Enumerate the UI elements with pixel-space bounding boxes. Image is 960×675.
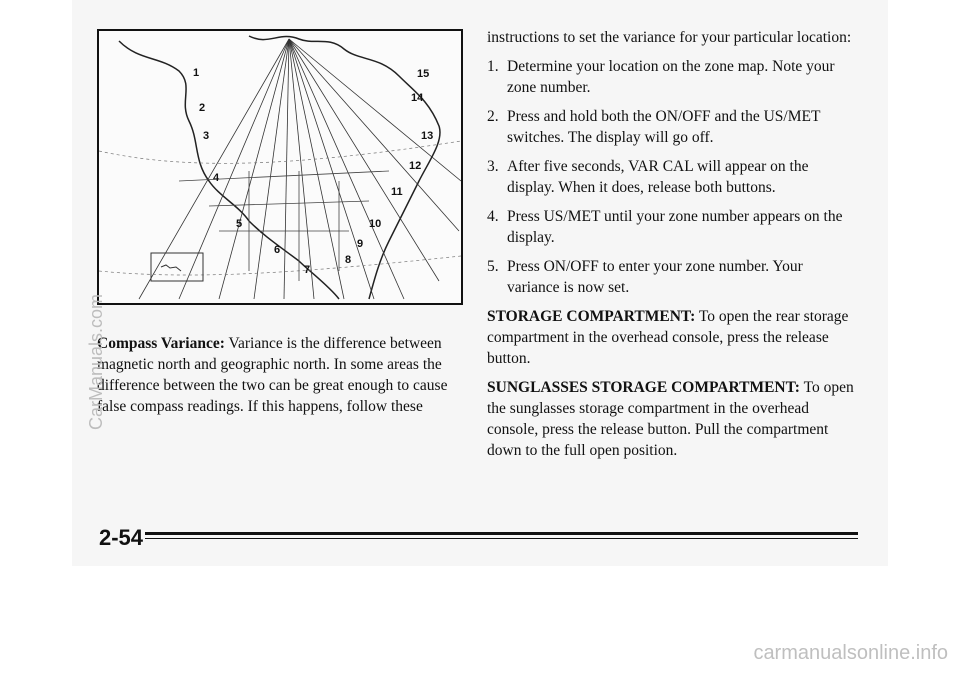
list-item: 5. Press ON/OFF to enter your zone number. Your variance is now set.	[487, 258, 803, 296]
zone-label: 11	[391, 186, 403, 198]
zone-label: 2	[199, 102, 206, 114]
zone-label: 12	[409, 160, 422, 172]
right-column	[487, 27, 857, 469]
sunglasses-compartment-paragraph	[487, 377, 857, 461]
storage-compartment-heading: STORAGE COMPARTMENT:	[487, 308, 696, 325]
compass-variance-body: Variance is the difference between magnetic north and geographic north. In some areas the difference between the two can be great enough to cause false compass readings. If this happens, follow these	[97, 335, 448, 415]
zone-label: 7	[304, 264, 311, 276]
footer-rule-thin	[145, 538, 858, 539]
zone-label: 1	[193, 67, 200, 79]
zone-label: 6	[274, 244, 281, 256]
compass-zone-map	[97, 29, 463, 305]
list-item: 4. Press US/MET until your zone number appears on the display.	[487, 208, 843, 246]
zone-label: 13	[421, 130, 434, 142]
page-number: 2-54	[99, 525, 144, 550]
zone-label: 10	[369, 218, 382, 230]
storage-compartment-body: To open the rear storage compartment in the overhead console, press the release button.	[487, 308, 849, 367]
zone-label: 4	[213, 172, 220, 184]
watermark-left: CarManuals.com	[86, 293, 106, 430]
list-item: 2. Press and hold both the ON/OFF and the US/MET switches. The display will go off.	[487, 108, 821, 146]
compass-variance-paragraph	[97, 333, 467, 417]
zone-label: 5	[236, 218, 243, 230]
footer-rule	[145, 532, 858, 535]
zone-map-drawing	[99, 31, 461, 303]
storage-compartment-paragraph	[487, 306, 857, 369]
instructions-intro: instructions to set the variance for your particular location:	[487, 29, 852, 46]
watermark-bottom: carmanualsonline.info	[753, 642, 948, 664]
zone-label: 9	[357, 238, 364, 250]
compass-variance-heading: Compass Variance:	[97, 335, 225, 352]
list-item: 1. Determine your location on the zone map. Note your zone number.	[487, 58, 835, 96]
zone-label: 15	[417, 68, 430, 80]
list-item: 3. After five seconds, VAR CAL will appear on the display. When it does, release both buttons.	[487, 158, 809, 196]
zone-label: 14	[411, 92, 424, 104]
sunglasses-compartment-heading: SUNGLASSES STORAGE COMPARTMENT:	[487, 379, 800, 396]
zone-label: 3	[203, 130, 210, 142]
zone-label: 8	[345, 254, 352, 266]
sunglasses-compartment-body: To open the sunglasses storage compartment in the overhead console, press the release button. Pull the compartment down to the full open position.	[487, 379, 854, 459]
variance-steps-list	[487, 56, 857, 298]
